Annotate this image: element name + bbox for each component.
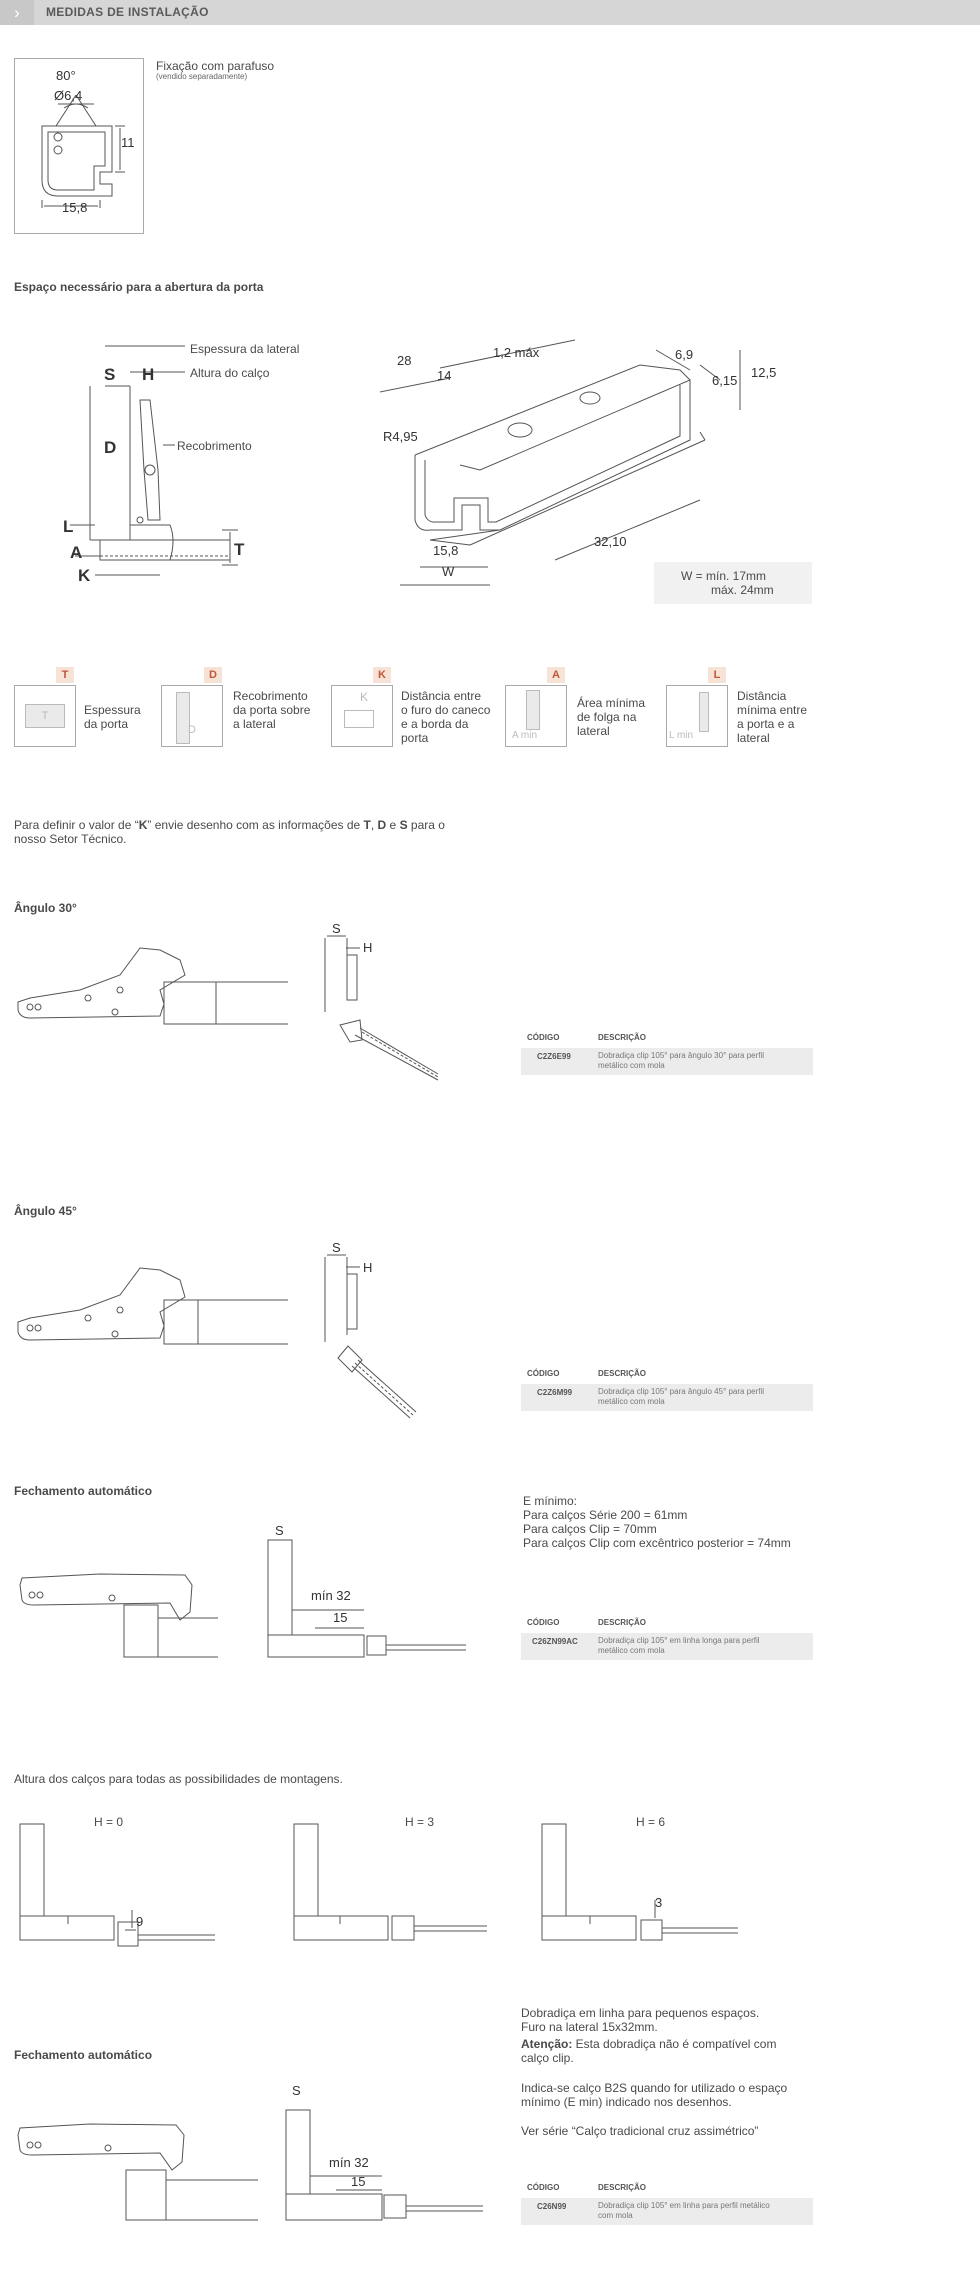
fech2-min32: mín 32: [329, 2155, 369, 2170]
k-info-p1: Para definir o valor de “: [14, 818, 139, 832]
k-info-c1: ,: [370, 818, 378, 832]
fech1-desc-header: DESCRIÇÃO: [598, 1618, 647, 1627]
label-altura: Altura do calço: [190, 366, 270, 380]
chevron-right-icon[interactable]: ›: [0, 0, 34, 25]
espaco-title: Espaço necessário para a abertura da porta: [14, 280, 264, 294]
dim-w: W: [442, 564, 455, 579]
v9-label: 9: [136, 1914, 144, 1929]
dim-12max: 1,2 máx: [493, 345, 540, 360]
ang30-h: H: [363, 940, 373, 955]
fech2-i6: mínimo (E min) indicado nos desenhos.: [521, 2095, 732, 2109]
dim-angle: 80°: [56, 68, 76, 83]
fech1-s: S: [275, 1523, 284, 1538]
l-label: L min: [669, 730, 694, 741]
fech1-desc2: metálico com mola: [598, 1646, 665, 1655]
legend-text-l: Distância mínima entre a porta e a lateral: [737, 689, 808, 745]
fech2-i7: Ver série “Calço tradicional cruz assimétrico”: [521, 2124, 759, 2138]
label-recobrimento: Recobrimento: [177, 439, 252, 453]
ang30-desc-header: DESCRIÇÃO: [598, 1033, 647, 1042]
fech2-i5: Indica-se calço B2S quando for utilizado o espaço: [521, 2081, 788, 2095]
fech1-desc1: Dobradiça clip 105° em linha longa para perfil: [598, 1636, 760, 1645]
fech2-15: 15: [351, 2174, 366, 2189]
letter-s: S: [104, 365, 116, 384]
v3-label: 3: [655, 1895, 663, 1910]
section-title: MEDIDAS DE INSTALAÇÃO: [46, 5, 209, 19]
k-info-k: K: [138, 818, 148, 832]
dim-28: 28: [397, 353, 412, 368]
fech2-i3-text: Esta dobradiça não é compatível com: [572, 2037, 777, 2051]
t-label: T: [25, 704, 65, 728]
h0-label: H = 0: [94, 1815, 124, 1829]
k-info-line2: nosso Setor Técnico.: [14, 832, 127, 846]
dim-125: 12,5: [751, 365, 777, 380]
d-label: D: [188, 724, 196, 736]
a-label: A min: [512, 730, 538, 741]
dim-width: 15,8: [62, 200, 88, 215]
dim-r495: R4,95: [383, 429, 418, 444]
fech1-l1: Para calços Série 200 = 61mm: [523, 1508, 688, 1522]
legend-badge-k: K: [373, 667, 391, 683]
k-info-d: D: [377, 818, 387, 832]
k-info-t: T: [363, 818, 371, 832]
legend-badge-a: A: [547, 667, 565, 683]
fixacao-title: Fixação com parafuso: [156, 59, 275, 73]
fech1-code-header: CÓDIGO: [527, 1618, 560, 1627]
label-espessura: Espessura da lateral: [190, 342, 300, 356]
angulo45-title: Ângulo 45°: [14, 1204, 77, 1218]
legend-badge-t: T: [56, 667, 74, 683]
letter-k: K: [78, 566, 91, 585]
fech1-code: C26ZN99AC: [532, 1637, 578, 1646]
dim-69: 6,9: [675, 347, 694, 362]
fech2-desc-header: DESCRIÇÃO: [598, 2183, 647, 2192]
fech2-desc2: com mola: [598, 2211, 633, 2220]
k-label: K: [360, 690, 369, 704]
angulo30-title: Ângulo 30°: [14, 901, 77, 915]
letter-a: A: [70, 543, 83, 562]
dim-158: 15,8: [433, 543, 459, 558]
dim-615: 6,15: [712, 373, 738, 388]
letter-d: D: [104, 438, 117, 457]
ang30-s: S: [332, 921, 341, 936]
dim-14: 14: [437, 368, 452, 383]
letter-t: T: [234, 540, 245, 559]
fech2-i1: Dobradiça em linha para pequenos espaços.: [521, 2006, 760, 2020]
k-info-p3: para o: [407, 818, 445, 832]
fech2-code: C26N99: [537, 2202, 567, 2211]
w-line2: máx. 24mm: [711, 583, 774, 597]
ang45-code-header: CÓDIGO: [527, 1369, 560, 1378]
k-info-p2: ” envie desenho com as informações de: [147, 818, 364, 832]
fech1-l3: Para calços Clip com excêntrico posterior = 74mm: [523, 1536, 791, 1550]
ang30-desc2: metálico com mola: [598, 1061, 665, 1070]
fech1-15: 15: [333, 1610, 348, 1625]
h6-label: H = 6: [636, 1815, 666, 1829]
k-info-s: S: [399, 818, 408, 832]
alturas-title: Altura dos calços para todas as possibilidades de montagens.: [14, 1772, 343, 1786]
legend-text-d: Recobrimento da porta sobre a lateral: [233, 689, 311, 731]
w-line1: W = mín. 17mm: [681, 569, 767, 583]
fixacao-note: (vendido separadamente): [156, 72, 248, 81]
ang30-code: C2Z6E99: [537, 1052, 571, 1061]
ang45-h: H: [363, 1260, 373, 1275]
h3-label: H = 3: [405, 1815, 435, 1829]
letter-h: H: [142, 365, 155, 384]
dim-height: 11: [121, 135, 135, 150]
ang45-code: C2Z6M99: [537, 1388, 573, 1397]
fech2-code-header: CÓDIGO: [527, 2183, 560, 2192]
legend-badge-l: L: [708, 667, 726, 683]
fech1-l2: Para calços Clip = 70mm: [523, 1522, 657, 1536]
fech2-i4: calço clip.: [521, 2051, 574, 2065]
ang30-code-header: CÓDIGO: [527, 1033, 560, 1042]
dim-3210: 32,10: [594, 534, 627, 549]
fech2-i2: Furo na lateral 15x32mm.: [521, 2020, 658, 2034]
dim-diameter: Ø6,4: [54, 88, 83, 103]
ang45-desc2: metálico com mola: [598, 1397, 665, 1406]
fech2-s: S: [292, 2083, 301, 2098]
k-info-e: e: [386, 818, 400, 832]
legend-text-t: Espessura da porta: [84, 703, 141, 731]
fech2-atencao: Atenção:: [521, 2037, 573, 2051]
legend-text-k: Distância entre o furo do caneco e a borda da porta: [401, 689, 491, 745]
fechamento1-title: Fechamento automático: [14, 1484, 153, 1498]
fechamento2-title: Fechamento automático: [14, 2048, 153, 2062]
fech1-min32: mín 32: [311, 1588, 351, 1603]
fech1-emin: E mínimo:: [523, 1494, 578, 1508]
ang45-desc1: Dobradiça clip 105° para ângulo 45° para perfil: [598, 1387, 765, 1396]
legend-badge-d: D: [204, 667, 222, 683]
ang45-desc-header: DESCRIÇÃO: [598, 1369, 647, 1378]
legend-text-a: Área mínima de folga na lateral: [577, 696, 646, 738]
fech2-desc1: Dobradiça clip 105° em linha para perfil metálico: [598, 2201, 770, 2210]
ang45-s: S: [332, 1240, 341, 1255]
ang30-desc1: Dobradiça clip 105° para ângulo 30° para perfil: [598, 1051, 765, 1060]
letter-l: L: [63, 517, 74, 536]
